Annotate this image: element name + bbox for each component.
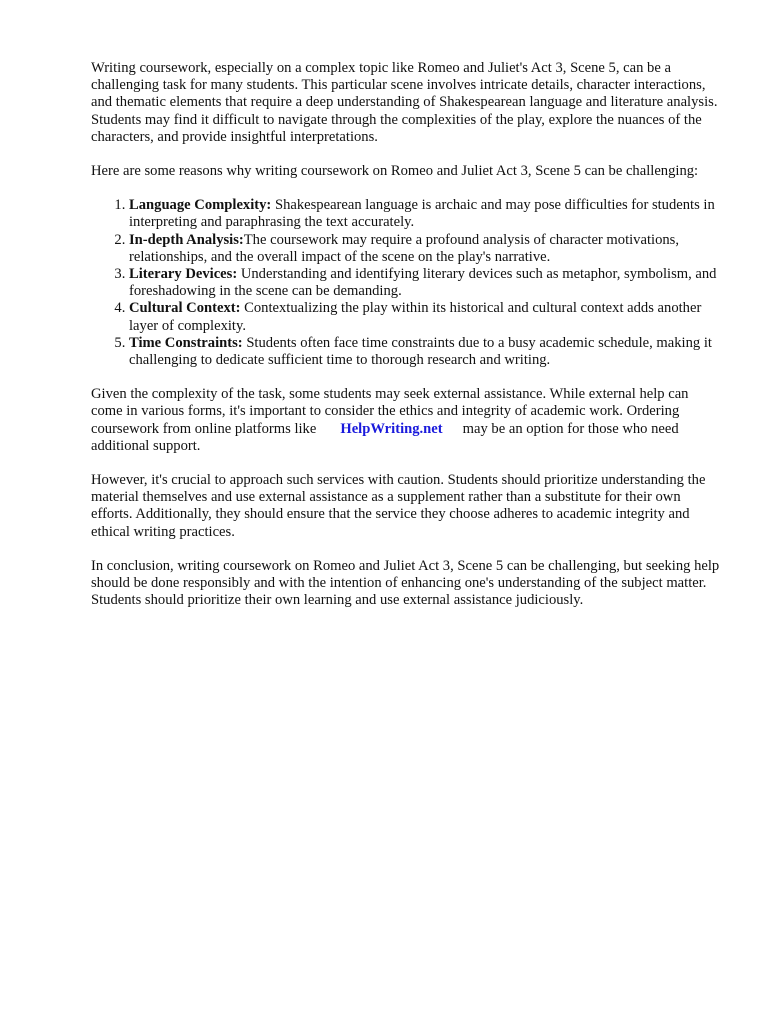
list-item (129, 197, 723, 231)
assistance-text-before: Given the complexity of the task, some students may seek external assistance. While external help can come in various forms, it's important to consider the ethics and integrity of academic work. Ordering coursework from online platforms like (91, 386, 689, 437)
list-item (129, 266, 723, 300)
assistance-text-after: may be an option for those who need additional support. (91, 420, 679, 454)
reason-title: Language Complexity: (129, 197, 272, 214)
reason-text: The coursework may require a profound analysis of character motivations, relationships, and the overall impact of the scene on the play's narrative. (129, 231, 679, 265)
caution-paragraph: However, it's crucial to approach such services with caution. Students should prioritize understanding the material themselves and use external assistance as a supplement rather than a substitute for their own efforts. Additionally, they should ensure that the service they choose adheres to academic integrity and ethical writing practices. (91, 472, 706, 540)
reason-title: Cultural Context: (129, 300, 241, 317)
reason-title: Literary Devices: (129, 266, 238, 283)
reason-text: Shakespearean language is archaic and may pose difficulties for students in interpreting and paraphrasing the text accurately. (129, 197, 715, 231)
intro-paragraph: Writing coursework, especially on a complex topic like Romeo and Juliet's Act 3, Scene 5, can be a challenging task for many students. This particular scene involves intricate details, character interactions, and thematic elements that require a deep understanding of Shakespearean language and literature analysis. Students may find it difficult to navigate through the complexities of the play, explore the nuances of the characters, and provide insightful interpretations. (91, 60, 718, 145)
conclusion-paragraph: In conclusion, writing coursework on Romeo and Juliet Act 3, Scene 5 can be challenging, but seeking help should be done responsibly and with the intention of enhancing one's understanding of the subject matter. Students should prioritize their own learning and use external assistance judiciously. (91, 557, 720, 609)
reasons-list (91, 197, 723, 369)
reason-title: Time Constraints: (129, 334, 243, 351)
reasons-lead-paragraph: Here are some reasons why writing coursework on Romeo and Juliet Act 3, Scene 5 can be challenging: (91, 163, 699, 180)
list-item (129, 335, 723, 369)
reason-text: Understanding and identifying literary devices such as metaphor, symbolism, and foreshadowing in the scene can be demanding. (129, 266, 717, 300)
reason-text: Students often face time constraints due to a busy academic schedule, making it challenging to dedicate sufficient time to thorough research and writing. (129, 334, 712, 369)
document-page (91, 60, 723, 626)
list-item (129, 300, 723, 334)
reason-title: In-depth Analysis: (129, 231, 244, 248)
list-item (129, 232, 723, 266)
assistance-paragraph (91, 386, 723, 455)
helpwriting-link[interactable]: HelpWriting.net (340, 420, 443, 437)
reason-text: Contextualizing the play within its historical and cultural context adds another layer of complexity. (129, 300, 702, 334)
